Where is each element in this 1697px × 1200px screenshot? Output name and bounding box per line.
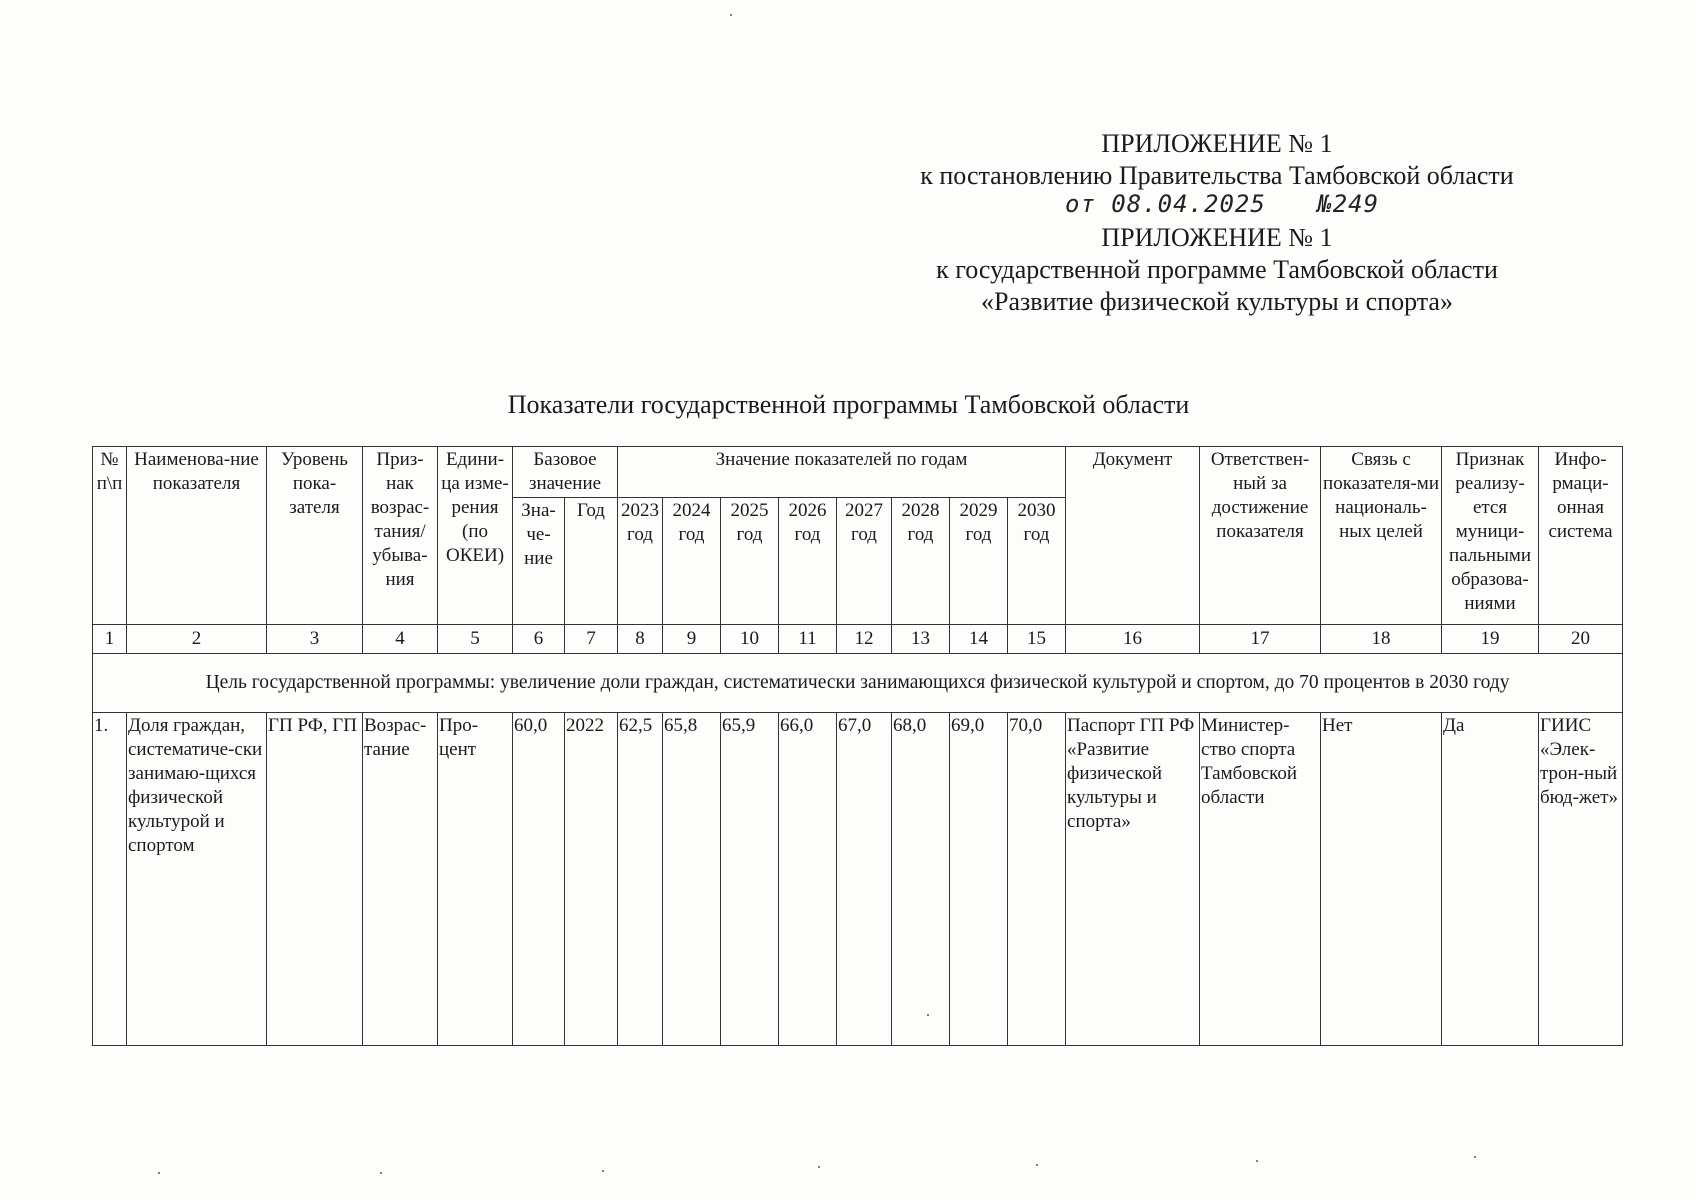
column-number: 7 — [565, 625, 618, 654]
program-name: «Развитие физической культуры и спорта» — [981, 287, 1453, 316]
header-unit: Едини-ца изме-рения (по ОКЕИ) — [438, 447, 513, 625]
resolution-reference: к постановлению Правительства Тамбовской области — [920, 161, 1514, 190]
header-level: Уровень пока-зателя — [267, 447, 363, 625]
handwritten-number: №249 — [1317, 190, 1380, 218]
header-name: Наименова-ние показателя — [127, 447, 267, 625]
header-year: 2029 год — [950, 498, 1008, 625]
row-unit: Про-цент — [438, 713, 513, 1046]
header-municipal: Признак реализу-ется муници-пальными образова-ниями — [1442, 447, 1539, 625]
column-number: 2 — [127, 625, 267, 654]
row-num: 1. — [93, 713, 127, 1046]
row-name: Доля граждан, систематиче-ски занимаю-щихся физической культурой и спортом — [127, 713, 267, 1046]
column-number: 20 — [1539, 625, 1623, 654]
column-number: 19 — [1442, 625, 1539, 654]
program-goal: Цель государственной программы: увеличение доли граждан, систематически занимающихся физической культурой и спортом, до 70 процентов в 2030 году — [93, 654, 1623, 713]
column-number: 5 — [438, 625, 513, 654]
header-base-year: Год — [565, 498, 618, 625]
column-number: 16 — [1066, 625, 1200, 654]
handwritten-date: от 08.04.2025 — [1064, 190, 1266, 218]
row-info-system: ГИИС «Элек-трон-ный бюд-жет» — [1539, 713, 1623, 1046]
row-base-value: 60,0 — [513, 713, 565, 1046]
row-value-2029: 69,0 — [950, 713, 1008, 1046]
header-base-value: Зна-че-ние — [513, 498, 565, 625]
scan-speck — [602, 1170, 604, 1172]
scan-speck — [1036, 1164, 1038, 1166]
scan-speck — [818, 1166, 820, 1168]
scan-speck — [1256, 1160, 1258, 1162]
row-base-year: 2022 — [565, 713, 618, 1046]
header-year: 2030 год — [1008, 498, 1066, 625]
header-year: 2026 год — [779, 498, 837, 625]
row-value-2027: 67,0 — [837, 713, 892, 1046]
header-row-1 — [93, 447, 1623, 498]
row-value-2026: 66,0 — [779, 713, 837, 1046]
row-trend: Возрас-тание — [363, 713, 438, 1046]
header-document: Документ — [1066, 447, 1200, 625]
row-link: Нет — [1321, 713, 1442, 1046]
header-values-by-year: Значение показателей по годам — [618, 447, 1066, 498]
column-number: 6 — [513, 625, 565, 654]
appendix-title: ПРИЛОЖЕНИЕ № 1 — [1101, 129, 1333, 158]
row-responsible: Министер-ство спорта Тамбовской области — [1200, 713, 1321, 1046]
row-document: Паспорт ГП РФ «Развитие физической культуры и спорта» — [1066, 713, 1200, 1046]
column-number: 1 — [93, 625, 127, 654]
indicators-table — [92, 446, 1623, 1046]
column-number: 13 — [892, 625, 950, 654]
column-number: 8 — [618, 625, 663, 654]
scan-speck — [1474, 1156, 1476, 1158]
header-num: № п\п — [93, 447, 127, 625]
header-base: Базовое значение — [513, 447, 618, 498]
header-year: 2024 год — [663, 498, 721, 625]
column-number: 14 — [950, 625, 1008, 654]
column-number-row — [93, 625, 1623, 654]
column-number: 11 — [779, 625, 837, 654]
column-number: 3 — [267, 625, 363, 654]
row-municipal: Да — [1442, 713, 1539, 1046]
scan-speck — [380, 1172, 382, 1174]
header-trend: Приз-нак возрас-тания/ убыва-ния — [363, 447, 438, 625]
column-number: 12 — [837, 625, 892, 654]
header-year: 2025 год — [721, 498, 779, 625]
header-link: Связь с показателя-ми националь-ных целей — [1321, 447, 1442, 625]
header-block — [867, 128, 1567, 318]
header-year: 2023 год — [618, 498, 663, 625]
column-number: 17 — [1200, 625, 1321, 654]
handwritten-date-number — [867, 188, 1567, 220]
column-number: 9 — [663, 625, 721, 654]
row-value-2028: 68,0 — [892, 713, 950, 1046]
row-value-2030: 70,0 — [1008, 713, 1066, 1046]
header-responsible: Ответствен-ный за достижение показателя — [1200, 447, 1321, 625]
row-value-2024: 65,8 — [663, 713, 721, 1046]
header-year: 2028 год — [892, 498, 950, 625]
table-row — [93, 713, 1623, 1046]
column-number: 18 — [1321, 625, 1442, 654]
header-year: 2027 год — [837, 498, 892, 625]
document-title: Показатели государственной программы Тамбовской области — [507, 390, 1190, 419]
column-number: 10 — [721, 625, 779, 654]
column-number: 15 — [1008, 625, 1066, 654]
program-reference: к государственной программе Тамбовской области — [936, 255, 1498, 284]
row-value-2023: 62,5 — [618, 713, 663, 1046]
scan-speck — [730, 14, 732, 16]
appendix-title-2: ПРИЛОЖЕНИЕ № 1 — [1101, 223, 1333, 252]
row-level: ГП РФ, ГП — [267, 713, 363, 1046]
column-number: 4 — [363, 625, 438, 654]
scan-speck — [158, 1172, 160, 1174]
row-value-2025: 65,9 — [721, 713, 779, 1046]
header-info-system: Инфо-рмаци-онная система — [1539, 447, 1623, 625]
goal-row — [93, 654, 1623, 713]
